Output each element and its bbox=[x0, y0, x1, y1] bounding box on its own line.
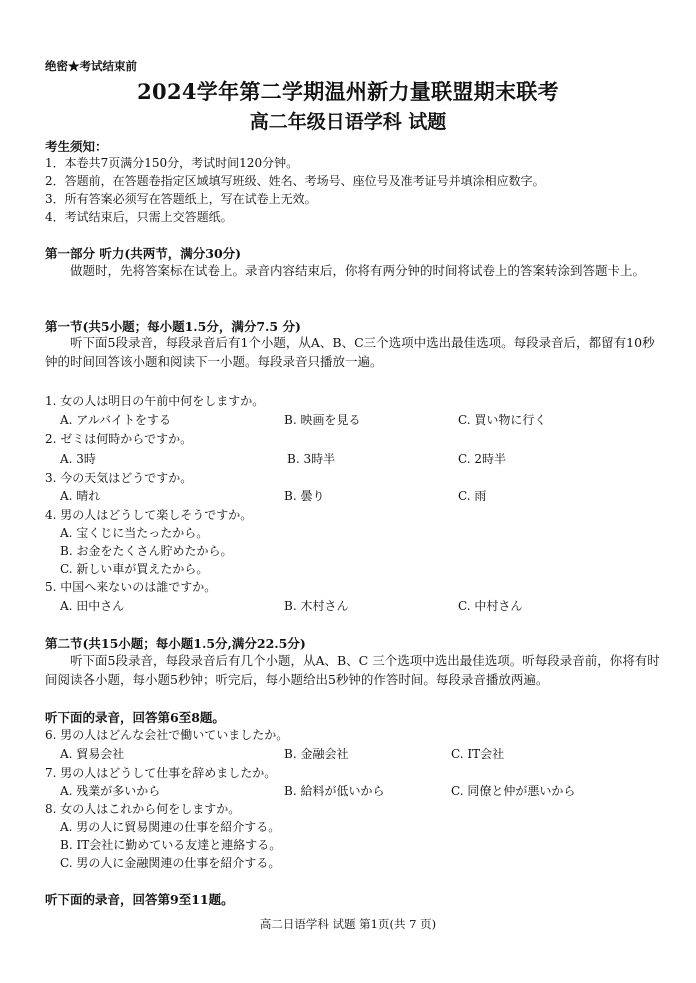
question-4: 4. 男の人はどうして楽しそうですか。 bbox=[45, 508, 253, 522]
question-1: 1. 女の人は明日の午前中何をしますか。 bbox=[45, 394, 265, 408]
notice-item: 3．所有答案必须写在答题纸上，写在试卷上无效。 bbox=[45, 192, 317, 206]
page-footer: 高二日语学科 试题 第1页(共 7 页) bbox=[259, 917, 437, 931]
option-b: B. 給料が低いから bbox=[284, 784, 385, 798]
option-a: A. 田中さん bbox=[60, 599, 125, 613]
option-c: C. 同僚と仲が悪いから bbox=[451, 784, 576, 798]
question-6: 6. 男の人はどんな会社で働いていましたか。 bbox=[45, 728, 289, 742]
option-b: B. 木村さん bbox=[284, 599, 349, 613]
option-a: A. 宝くじに当たったから。 bbox=[60, 526, 209, 540]
section1-instructions: 听下面5段录音，每段录音后有1个小题，从A、B、C三个选项中选出最佳选项。每段录音后，都留有10秒钟的时间回答该小题和阅读下一小题。每段录音只播放一遍。 bbox=[45, 335, 655, 369]
option-c: C. 男の人に金融関連の仕事を紹介する。 bbox=[60, 856, 281, 870]
question-5: 5. 中国へ来ないのは誰ですか。 bbox=[45, 580, 217, 594]
option-b: B. 3時半 bbox=[287, 452, 336, 466]
option-c: C. 中村さん bbox=[458, 599, 523, 613]
option-c: C. 雨 bbox=[458, 489, 487, 503]
option-a: A. 残業が多いから bbox=[60, 784, 161, 798]
notice-item: 4．考试结束后，只需上交答题纸。 bbox=[45, 210, 233, 224]
option-a: A. 貿易会社 bbox=[60, 747, 125, 761]
option-b: B. IT会社に勤めている友達と連絡する。 bbox=[60, 838, 282, 852]
exam-subtitle: 高二年级日语学科 试题 bbox=[249, 111, 447, 133]
question-7: 7. 男の人はどうして仕事を辞めましたか。 bbox=[45, 766, 277, 780]
option-a: A. アルバイトをする bbox=[60, 413, 171, 427]
notice-item: 2．答题前，在答题卷指定区域填写班级、姓名、考场号、座位号及准考证号并填涂相应数字。 bbox=[45, 174, 545, 188]
option-c: C. 買い物に行く bbox=[458, 413, 547, 427]
option-b: B. 曇り bbox=[284, 489, 325, 503]
option-c: C. IT会社 bbox=[451, 747, 505, 761]
option-c: C. 2時半 bbox=[458, 452, 507, 466]
part1-heading: 第一部分 听力(共两节，满分30分) bbox=[45, 246, 242, 261]
option-b: B. 映画を見る bbox=[284, 413, 361, 427]
option-c: C. 新しい車が買えたから。 bbox=[60, 562, 209, 576]
group-heading-9-11: 听下面的录音，回答第9至11题。 bbox=[45, 892, 234, 907]
question-8: 8. 女の人はこれから何をしますか。 bbox=[45, 802, 241, 816]
option-a: A. 3時 bbox=[60, 452, 96, 466]
exam-title: 2024学年第二学期温州新力量联盟期末联考 bbox=[137, 79, 559, 104]
option-b: B. お金をたくさん貯めたから。 bbox=[60, 544, 233, 558]
notice-heading: 考生须知： bbox=[45, 139, 108, 154]
option-b: B. 金融会社 bbox=[284, 747, 349, 761]
notice-item: 1．本卷共7页满分150分，考试时间120分钟。 bbox=[45, 156, 299, 170]
section2-heading: 第二节(共15小题；每小题1.5分,满分22.5分) bbox=[45, 636, 306, 651]
option-a: A. 晴れ bbox=[60, 489, 101, 503]
question-3: 3. 今の天気はどうですか。 bbox=[45, 471, 193, 485]
section1-heading: 第一节(共5小题；每小题1.5分，满分7.5 分) bbox=[45, 319, 301, 334]
question-2: 2. ゼミは何時からですか。 bbox=[45, 432, 193, 446]
section2-instructions: 听下面5段录音，每段录音后有几个小题，从A、B、C 三个选项中选出最佳选项。听每段录音前，你将有时间阅读各小题，每小题5秒钟；听完后，每小题给出5秒钟的作答时间。每段录音播放两遍。 bbox=[45, 653, 660, 687]
secret-mark: 绝密★考试结束前 bbox=[45, 59, 137, 73]
option-a: A. 男の人に貿易関連の仕事を紹介する。 bbox=[60, 820, 281, 834]
group-heading-6-8: 听下面的录音，回答第6至8题。 bbox=[45, 710, 225, 725]
part1-instructions: 做题时，先将答案标在试卷上。录音内容结束后，你将有两分钟的时间将试卷上的答案转涂到答题卡上。 bbox=[70, 263, 646, 278]
